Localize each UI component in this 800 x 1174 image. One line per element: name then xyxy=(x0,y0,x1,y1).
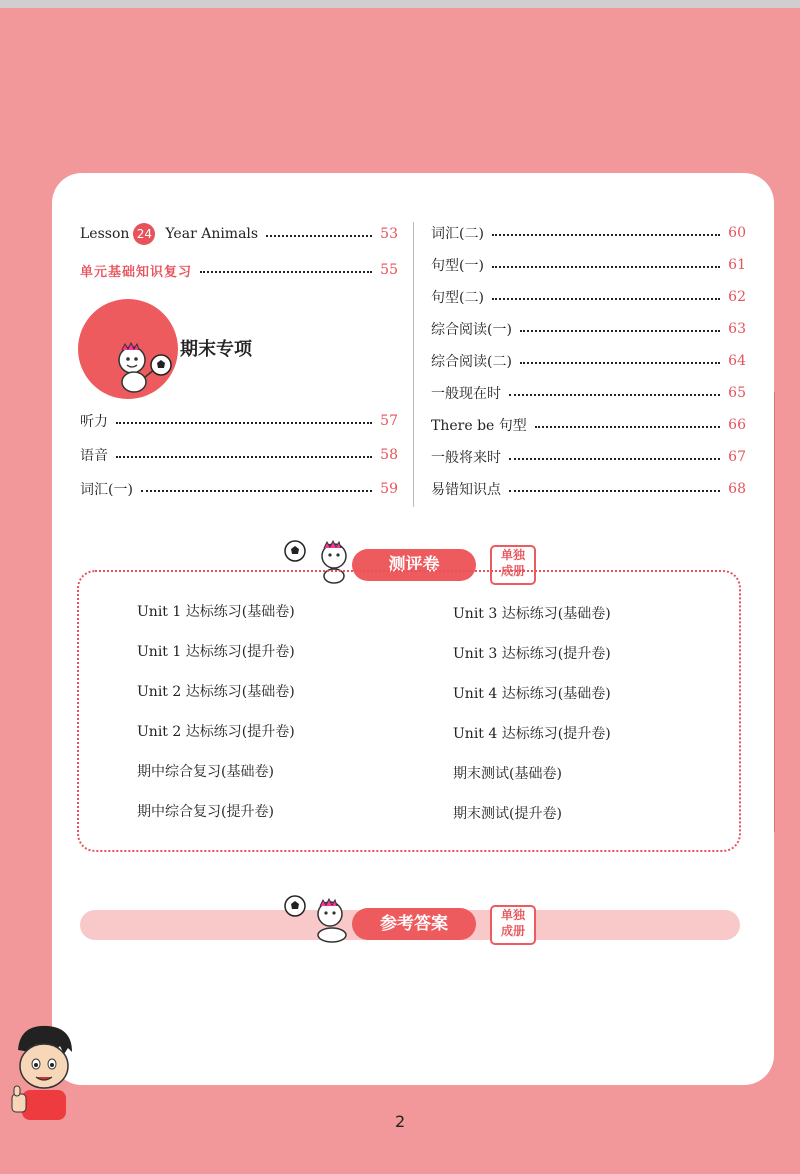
tag-line-2: 成册 xyxy=(500,564,525,578)
toc-item-label: 一般将来时 xyxy=(431,450,501,466)
toc-leader xyxy=(535,426,720,428)
toc-item-label: 听力 xyxy=(80,414,108,430)
page-number: 2 xyxy=(395,1112,406,1131)
test-item[interactable]: Unit 2 达标练习(提升卷) xyxy=(137,724,295,740)
toc-leader xyxy=(492,234,720,236)
test-item[interactable]: 期末测试(基础卷) xyxy=(453,766,562,782)
toc-item-label: 综合阅读(一) xyxy=(431,322,512,338)
toc-page-number: 61 xyxy=(728,257,746,273)
test-item[interactable]: Unit 2 达标练习(基础卷) xyxy=(137,684,295,700)
toc-page-number: 64 xyxy=(728,353,746,369)
toc-lesson-label xyxy=(80,223,258,245)
toc-page-number: 60 xyxy=(728,225,746,241)
toc-item-label: There be 句型 xyxy=(431,418,527,434)
test-item[interactable]: Unit 3 达标练习(提升卷) xyxy=(453,646,611,662)
toc-row-right[interactable] xyxy=(431,414,746,436)
tag-line-1: 单独 xyxy=(500,548,525,562)
toc-row-right[interactable] xyxy=(431,254,746,276)
test-item[interactable]: Unit 4 达标练习(提升卷) xyxy=(453,726,611,742)
toc-row-vocab1[interactable] xyxy=(80,478,398,500)
toc-row-review[interactable] xyxy=(80,259,398,281)
separate-volume-tag xyxy=(490,905,536,945)
toc-row-right[interactable] xyxy=(431,350,746,372)
lesson-number-badge: 24 xyxy=(133,223,155,245)
toc-leader xyxy=(266,235,372,237)
top-band xyxy=(0,0,800,8)
answers-banner: 参考答案 xyxy=(352,908,476,940)
test-item[interactable]: Unit 4 达标练习(基础卷) xyxy=(453,686,611,702)
toc-leader xyxy=(520,330,720,332)
toc-row-right[interactable] xyxy=(431,222,746,244)
toc-page-number: 66 xyxy=(728,417,746,433)
toc-page-number: 53 xyxy=(380,226,398,242)
toc-page-number: 65 xyxy=(728,385,746,401)
toc-row-right[interactable] xyxy=(431,446,746,468)
toc-leader xyxy=(141,490,372,492)
toc-item-label: 词汇(二) xyxy=(431,226,484,242)
toc-leader xyxy=(520,362,720,364)
toc-page-number: 63 xyxy=(728,321,746,337)
toc-row-right[interactable] xyxy=(431,318,746,340)
toc-item-label: 易错知识点 xyxy=(431,482,501,498)
toc-item-label: 词汇(一) xyxy=(80,482,133,498)
soccer-ball-icon xyxy=(150,354,172,376)
toc-page-number: 67 xyxy=(728,449,746,465)
toc-leader xyxy=(509,490,720,492)
review-label: 单元基础知识复习 xyxy=(80,264,193,280)
section-title: 期末专项 xyxy=(180,339,252,360)
test-item[interactable]: Unit 1 达标练习(基础卷) xyxy=(137,604,295,620)
toc-row-right[interactable] xyxy=(431,286,746,308)
toc-item-label: 综合阅读(二) xyxy=(431,354,512,370)
toc-page-number: 58 xyxy=(380,447,398,463)
toc-row-lesson24[interactable] xyxy=(80,223,398,245)
toc-item-label: 语音 xyxy=(80,448,108,464)
toc-leader xyxy=(492,298,720,300)
tag-line-2: 成册 xyxy=(500,924,525,938)
tests-banner: 测评卷 xyxy=(352,549,476,581)
toc-item-label: 一般现在时 xyxy=(431,386,501,402)
soccer-ball-icon xyxy=(284,895,306,917)
lesson-prefix: Lesson xyxy=(80,226,130,242)
toc-leader xyxy=(200,271,372,273)
toc-leader xyxy=(509,394,720,396)
toc-page-number: 68 xyxy=(728,481,746,497)
toc-page-number: 55 xyxy=(380,262,398,278)
toc-page-number: 59 xyxy=(380,481,398,497)
toc-leader xyxy=(492,266,720,268)
toc-row-right[interactable] xyxy=(431,478,746,500)
column-divider xyxy=(413,222,414,507)
toc-leader xyxy=(116,422,372,424)
tag-line-1: 单独 xyxy=(500,908,525,922)
lesson-title: Year Animals xyxy=(165,226,259,242)
toc-row-right[interactable] xyxy=(431,382,746,404)
boy-thumbs-up-icon xyxy=(8,1020,78,1120)
toc-page-number: 62 xyxy=(728,289,746,305)
soccer-ball-icon xyxy=(284,540,306,562)
toc-item-label: 句型(二) xyxy=(431,290,484,306)
toc-leader xyxy=(116,456,372,458)
test-item[interactable]: 期末测试(提升卷) xyxy=(453,806,562,822)
toc-leader xyxy=(509,458,720,460)
test-item[interactable]: 期中综合复习(基础卷) xyxy=(137,764,274,780)
test-item[interactable]: 期中综合复习(提升卷) xyxy=(137,804,274,820)
test-item[interactable]: Unit 3 达标练习(基础卷) xyxy=(453,606,611,622)
toc-page-number: 57 xyxy=(380,413,398,429)
toc-item-label: 句型(一) xyxy=(431,258,484,274)
toc-row-listening[interactable] xyxy=(80,410,398,432)
toc-row-phonics[interactable] xyxy=(80,444,398,466)
dinosaur-mascot-icon xyxy=(308,898,358,944)
test-item[interactable]: Unit 1 达标练习(提升卷) xyxy=(137,644,295,660)
